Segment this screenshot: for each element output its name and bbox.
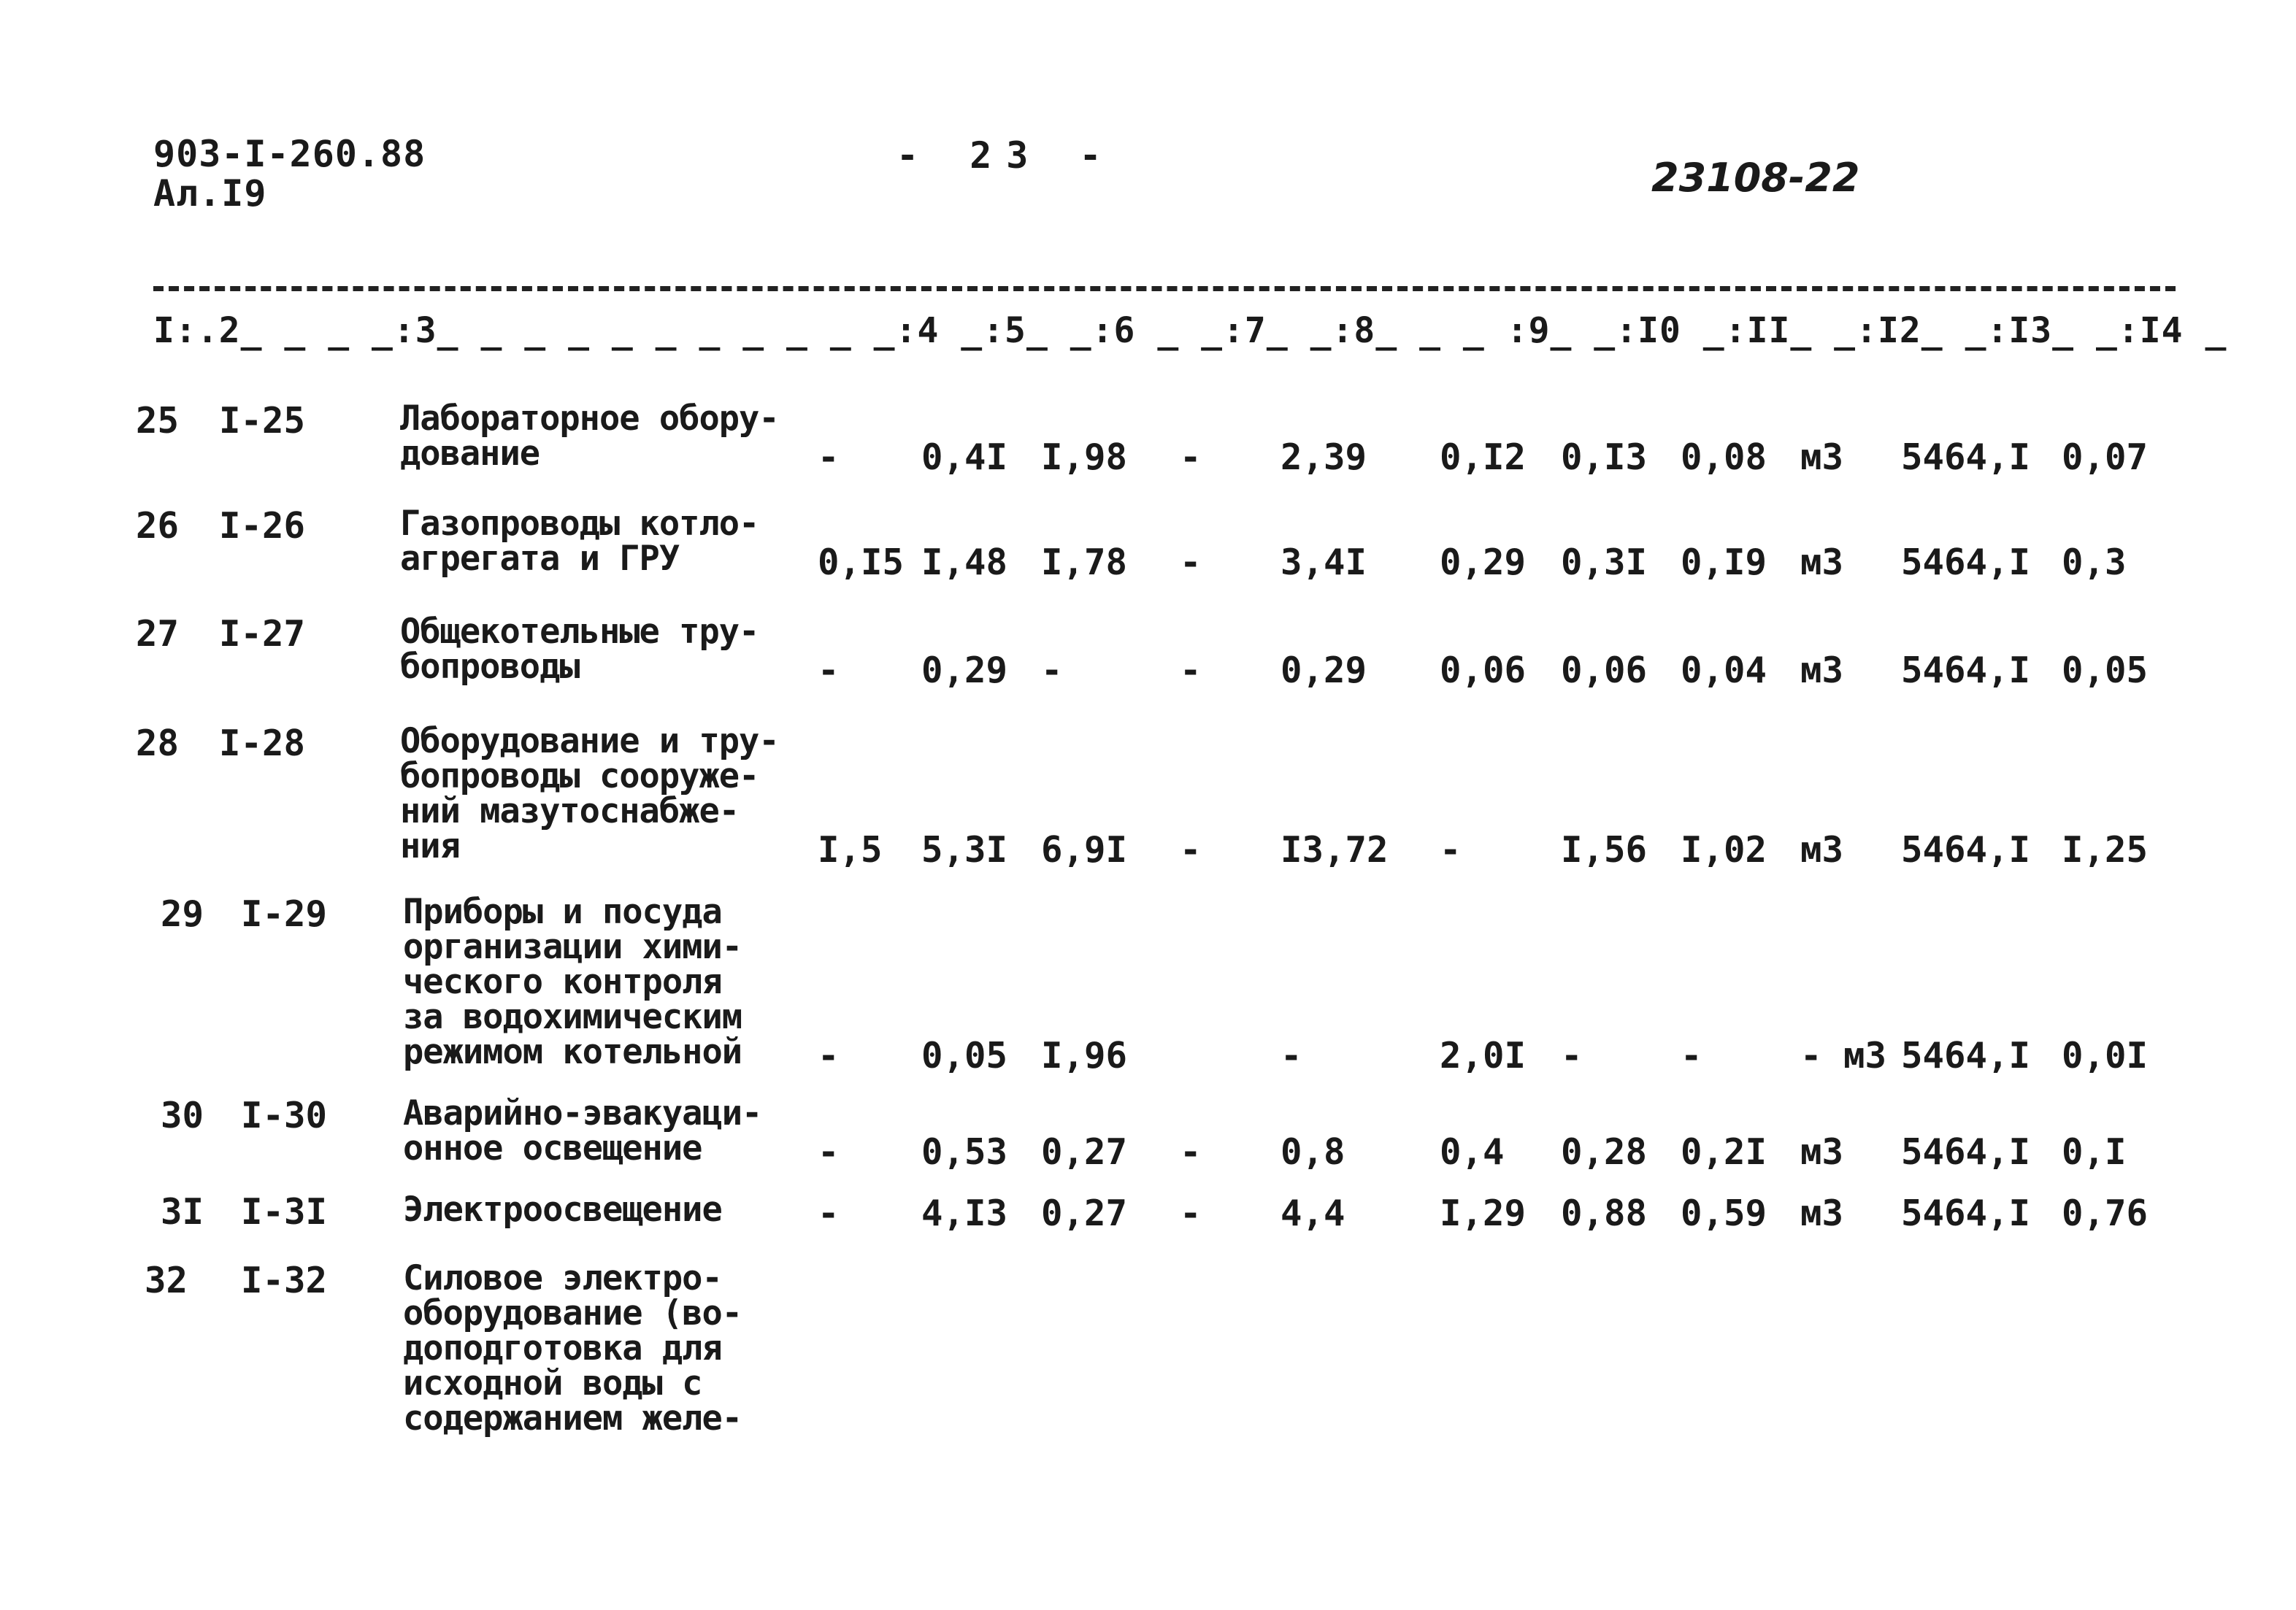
cell-c14: I,25 xyxy=(2062,829,2149,871)
cell-c12: м3 xyxy=(1800,829,1844,871)
row-number: 25 xyxy=(136,400,180,442)
row-name-line: ческого контроля xyxy=(403,962,722,1002)
cell-c4: - xyxy=(818,436,840,478)
cell-c11: 0,04 xyxy=(1681,650,1767,691)
row-number: 29 xyxy=(161,893,204,935)
row-name-line: за водохимическим xyxy=(403,997,742,1037)
cell-c12: м3 xyxy=(1800,650,1844,691)
cell-c10: 0,06 xyxy=(1561,650,1648,691)
row-name xyxy=(400,612,759,687)
row-name-line: онное освещение xyxy=(403,1128,702,1168)
cell-c9: - xyxy=(1440,829,1462,871)
row-name-line: режимом котельной xyxy=(403,1032,742,1072)
cell-c5: I,48 xyxy=(921,542,1008,583)
cell-c9: 2,0I xyxy=(1440,1035,1527,1076)
cell-c11: I,02 xyxy=(1681,829,1767,871)
cell-c13: 5464,I xyxy=(1901,650,2031,691)
cell-c6: 0,27 xyxy=(1041,1131,1128,1173)
cell-c14: 0,76 xyxy=(2062,1193,2149,1234)
cell-c13: 5464,I xyxy=(1901,436,2031,478)
inventory-stamp: 23108-22 xyxy=(1651,155,1860,201)
row-name-line: Общекотельные тру- xyxy=(400,612,759,652)
document-code: 903-I-260.88 xyxy=(153,133,426,175)
cell-c14: 0,07 xyxy=(2062,436,2149,478)
cell-c8: 3,4I xyxy=(1281,542,1367,583)
cell-c11: 0,2I xyxy=(1681,1131,1767,1173)
row-name-line: бопроводы xyxy=(400,647,580,687)
row-name-line: ний мазутоснабже- xyxy=(400,791,740,831)
row-code: I-28 xyxy=(219,723,306,764)
row-name-line: бопроводы сооруже- xyxy=(400,756,759,796)
row-code: I-26 xyxy=(219,505,306,547)
row-name-line: Оборудование и тру- xyxy=(400,721,779,761)
cell-c13: 5464,I xyxy=(1901,1131,2031,1173)
cell-c13: 5464,I xyxy=(1901,542,2031,583)
row-name xyxy=(403,1190,722,1230)
cell-c9: 0,06 xyxy=(1440,650,1527,691)
row-name-line: Электроосвещение xyxy=(403,1190,722,1230)
cell-c7: - xyxy=(1180,650,1202,691)
row-name-line: организации хими- xyxy=(403,927,742,967)
cell-c12: м3 xyxy=(1800,1131,1844,1173)
cell-c4: - xyxy=(818,1193,840,1234)
cell-c4: I,5 xyxy=(818,829,883,871)
cell-c7: - xyxy=(1180,542,1202,583)
cell-c10: 0,3I xyxy=(1561,542,1648,583)
row-name-line: агрегата и ГРУ xyxy=(400,539,680,579)
table-top-rule xyxy=(153,286,2176,291)
row-number: 26 xyxy=(136,505,180,547)
cell-c4: - xyxy=(818,1131,840,1173)
cell-c7: - xyxy=(1180,436,1202,478)
cell-c10: 0,28 xyxy=(1561,1131,1648,1173)
row-number: 3I xyxy=(161,1191,204,1233)
column-header-row: I:.2_ _ _ _:3_ _ _ _ _ _ _ _ _ _ _:4 _:5_ _:6 _ _:7_ _:8_ _ _ :9_ _:I0 _:II_ _:I2_ _:I3_ _:I4 _ xyxy=(153,310,2227,351)
cell-c6: - xyxy=(1041,650,1063,691)
row-name xyxy=(403,892,742,1072)
cell-c11: 0,I9 xyxy=(1681,542,1767,583)
row-code: I-32 xyxy=(241,1260,328,1301)
cell-c12: м3 xyxy=(1800,542,1844,583)
cell-c5: 0,4I xyxy=(921,436,1008,478)
cell-c10: I,56 xyxy=(1561,829,1648,871)
row-number: 30 xyxy=(161,1095,204,1136)
cell-c9: 0,4 xyxy=(1440,1131,1505,1173)
row-name-line: Силовое электро- xyxy=(403,1258,722,1298)
cell-c6: I,96 xyxy=(1041,1035,1128,1076)
row-name-line: Приборы и посуда xyxy=(403,892,722,932)
cell-c7: - xyxy=(1180,1131,1202,1173)
cell-c5: 0,05 xyxy=(921,1035,1008,1076)
cell-c7: - xyxy=(1180,829,1202,871)
cell-c4: - xyxy=(818,650,840,691)
cell-c13: 5464,I xyxy=(1901,829,2031,871)
cell-c8: 0,8 xyxy=(1281,1131,1345,1173)
cell-c8: I3,72 xyxy=(1281,829,1389,871)
cell-c14: 0,3 xyxy=(2062,542,2127,583)
cell-c10: - xyxy=(1561,1035,1583,1076)
row-name-line: Аварийно-эвакуаци- xyxy=(403,1093,762,1133)
cell-c9: 0,29 xyxy=(1440,542,1527,583)
cell-c8: 0,29 xyxy=(1281,650,1367,691)
row-name xyxy=(400,398,779,474)
cell-c4: - xyxy=(818,1035,840,1076)
cell-c14: 0,I xyxy=(2062,1131,2127,1173)
cell-c8: 2,39 xyxy=(1281,436,1367,478)
cell-c13: 5464,I xyxy=(1901,1193,2031,1234)
cell-c12: м3 xyxy=(1800,436,1844,478)
cell-c5: 5,3I xyxy=(921,829,1008,871)
row-name-line: Газопроводы котло- xyxy=(400,504,759,544)
cell-c5: 4,I3 xyxy=(921,1193,1008,1234)
cell-c11: - xyxy=(1681,1035,1702,1076)
row-code: I-25 xyxy=(219,400,306,442)
row-name xyxy=(400,504,759,579)
cell-c12: - м3 xyxy=(1800,1035,1887,1076)
row-name-line: исходной воды с xyxy=(403,1363,702,1403)
row-number: 27 xyxy=(136,613,180,655)
cell-c8: 4,4 xyxy=(1281,1193,1345,1234)
cell-c4: 0,I5 xyxy=(818,542,905,583)
page-number: - 23 - xyxy=(896,134,1116,177)
cell-c6: 0,27 xyxy=(1041,1193,1128,1234)
row-code: I-27 xyxy=(219,613,306,655)
row-code: I-30 xyxy=(241,1095,328,1136)
cell-c11: 0,08 xyxy=(1681,436,1767,478)
cell-c10: 0,88 xyxy=(1561,1193,1648,1234)
row-number: 28 xyxy=(136,723,180,764)
row-code: I-29 xyxy=(241,893,328,935)
cell-c14: 0,0I xyxy=(2062,1035,2149,1076)
cell-c12: м3 xyxy=(1800,1193,1844,1234)
row-name-line: содержанием желе- xyxy=(403,1398,742,1438)
row-name-line: дование xyxy=(400,434,540,474)
cell-c10: 0,I3 xyxy=(1561,436,1648,478)
cell-c13: 5464,I xyxy=(1901,1035,2031,1076)
cell-c5: 0,53 xyxy=(921,1131,1008,1173)
row-name-line: ния xyxy=(400,826,460,866)
sheet-number: Ал.I9 xyxy=(153,172,267,215)
cell-c6: I,78 xyxy=(1041,542,1128,583)
row-name xyxy=(403,1093,762,1168)
cell-c6: I,98 xyxy=(1041,436,1128,478)
row-number: 32 xyxy=(145,1260,188,1301)
cell-c5: 0,29 xyxy=(921,650,1008,691)
cell-c11: 0,59 xyxy=(1681,1193,1767,1234)
row-name xyxy=(400,721,779,866)
cell-c8: - xyxy=(1281,1035,1302,1076)
row-name-line: оборудование (во- xyxy=(403,1293,742,1333)
row-name-line: Лабораторное обору- xyxy=(400,398,779,439)
cell-c6: 6,9I xyxy=(1041,829,1128,871)
row-code: I-3I xyxy=(241,1191,328,1233)
row-name-line: доподготовка для xyxy=(403,1328,722,1368)
cell-c9: I,29 xyxy=(1440,1193,1527,1234)
cell-c7: - xyxy=(1180,1193,1202,1234)
row-name xyxy=(403,1258,742,1438)
cell-c9: 0,I2 xyxy=(1440,436,1527,478)
cell-c14: 0,05 xyxy=(2062,650,2149,691)
